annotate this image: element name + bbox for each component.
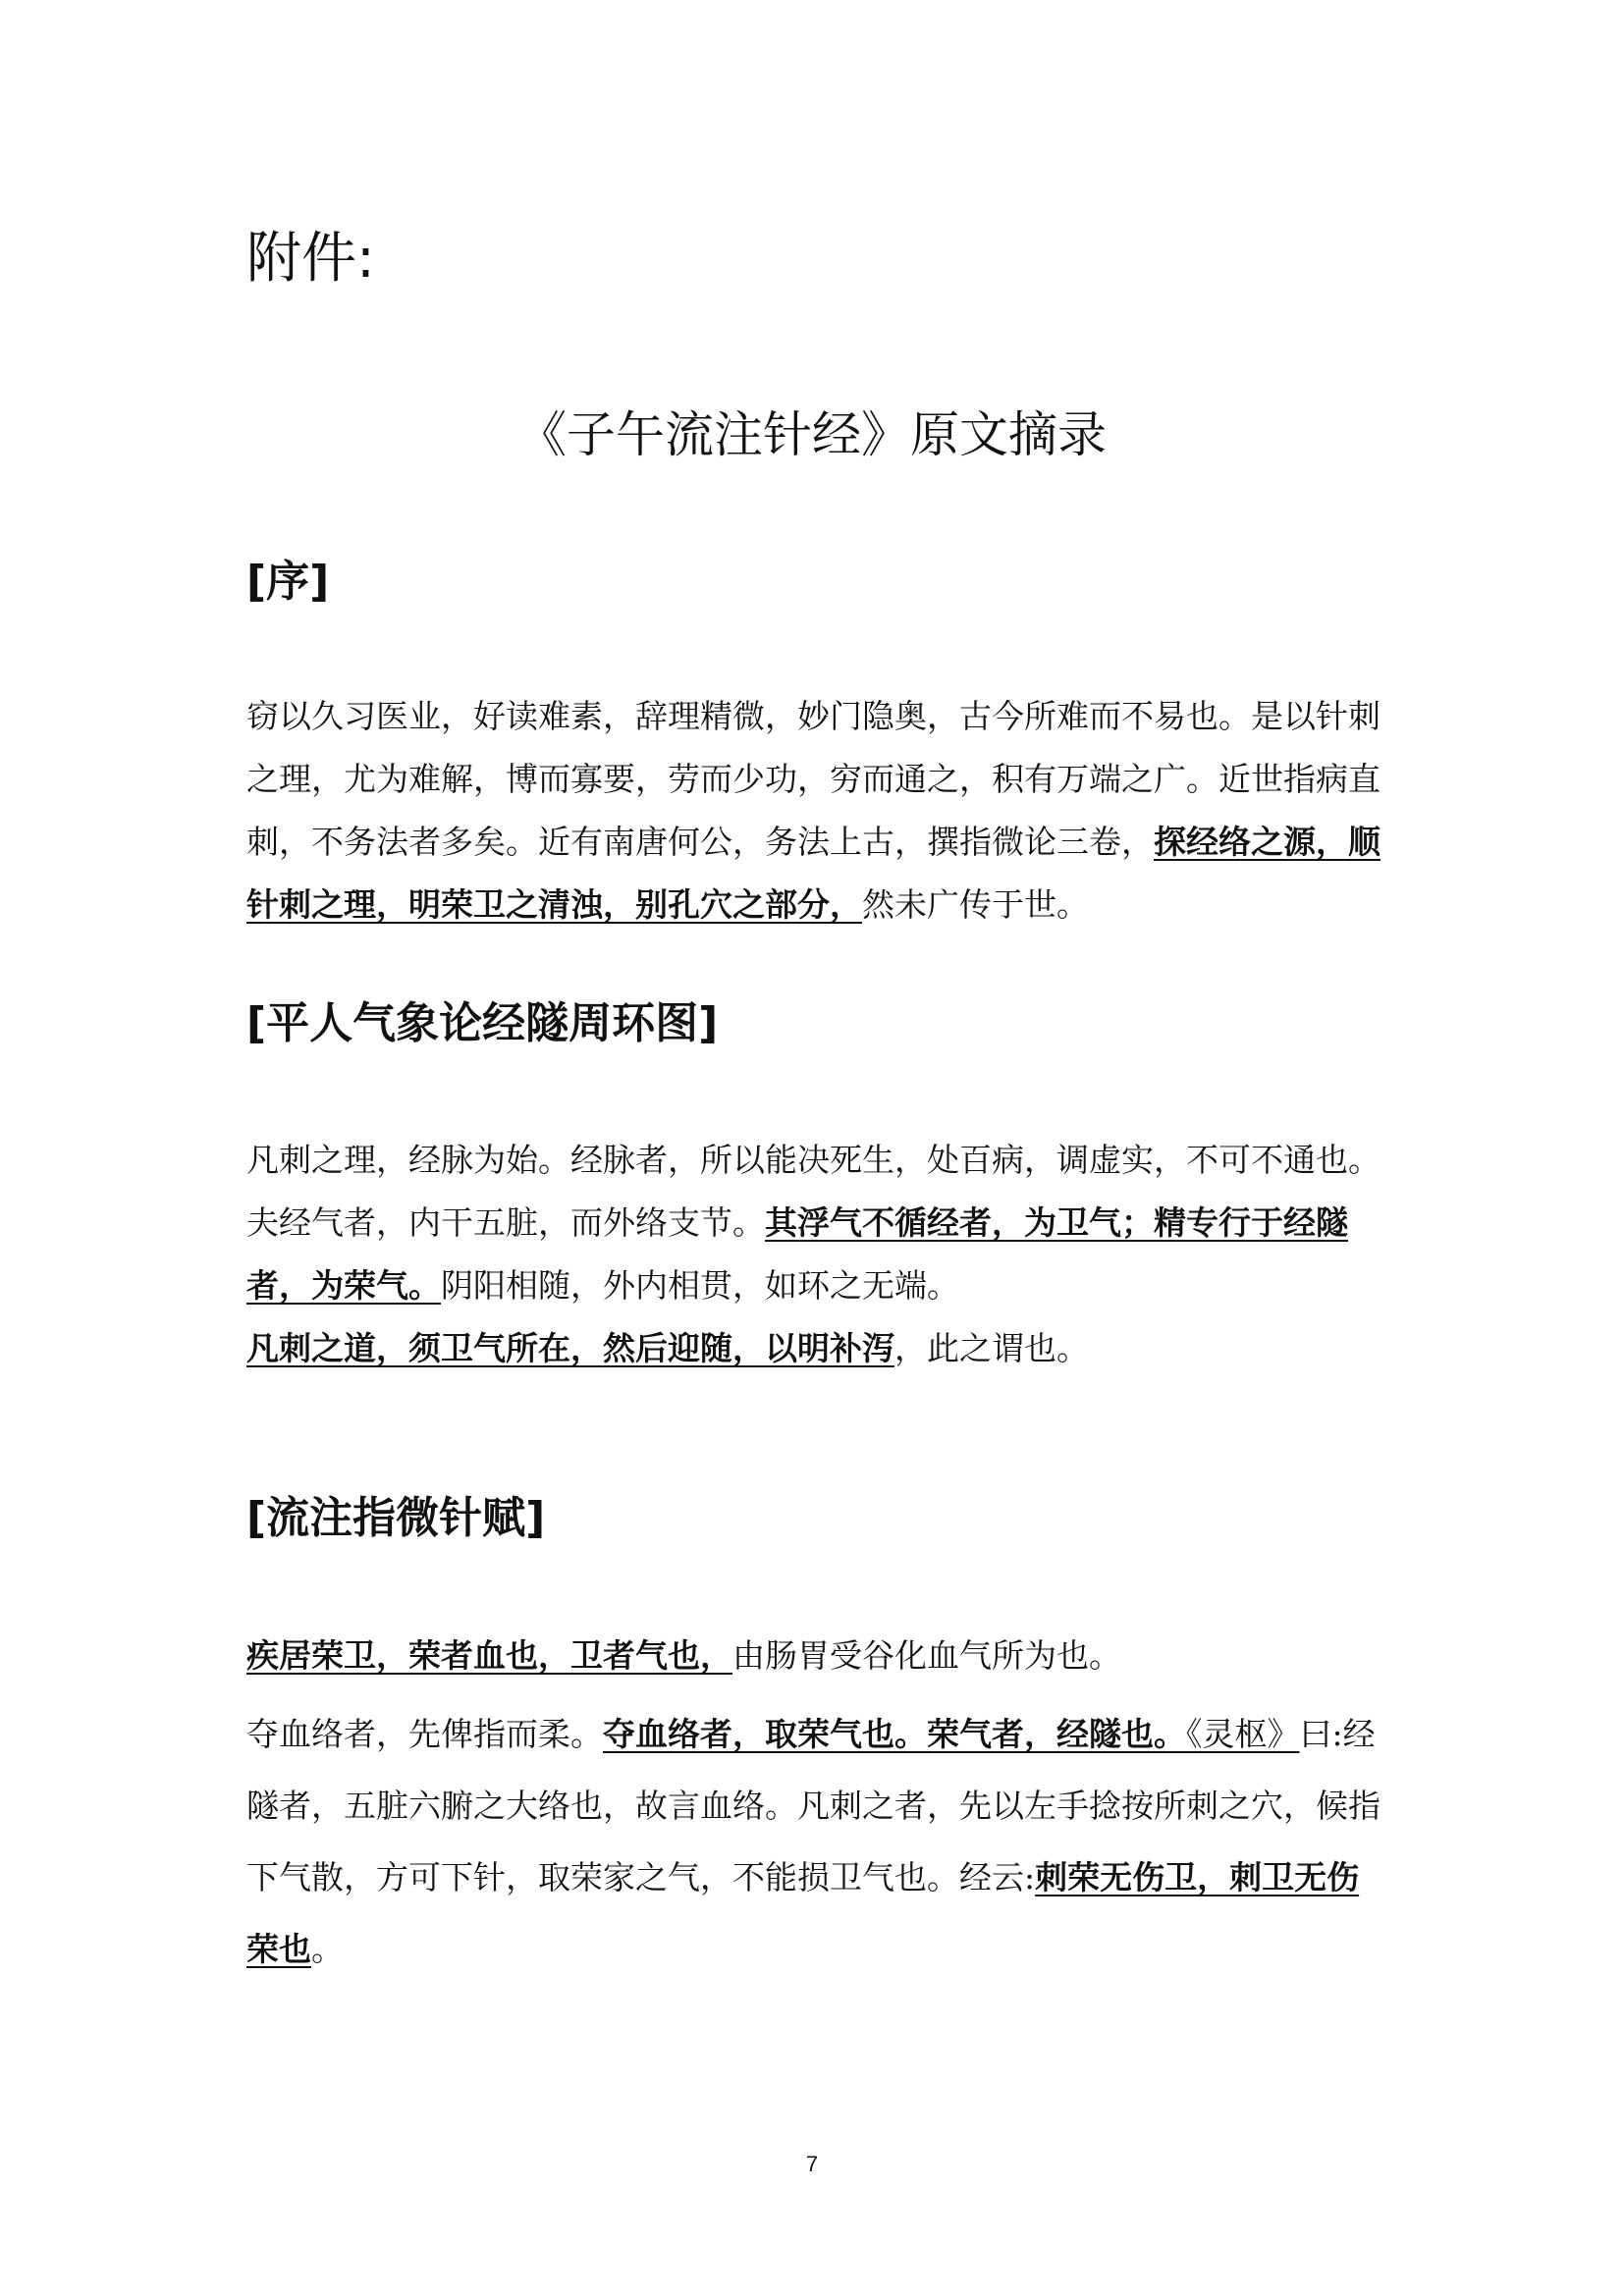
emphasized-text: 疾居荣卫，荣者血也，卫者气也， — [246, 1636, 732, 1675]
paragraph-needling-ode-2 — [246, 1698, 1391, 1985]
paragraph-meridian-cycle-1 — [246, 1129, 1391, 1317]
emphasized-text: 其浮气不循经者，为卫气；精专行于经隧者，为荣气。 — [246, 1203, 1348, 1305]
text-run: 由肠胃受谷化血气所为也。 — [732, 1636, 1121, 1675]
text-run: 窃以久习医业，好读难素，辞理精微，妙门隐奥，古今所难而不易也。是以针刺之理，尤为难解，博而寡要，劳而少功，穷而通之，积有万端之广。近世指病直刺，不务法者多矣。近有南唐何公，务法上古，撰指微论三卷， — [246, 697, 1380, 861]
text-run: 曰:经隧者，五脏六腑之大络也，故言血络。凡刺之者，先以左手捻按所刺之穴，候指下气散，方可下针，取荣家之气，不能损卫气也。经云: — [246, 1715, 1380, 1896]
section-heading-meridian-cycle: [平人气象论经隧周环图] — [246, 998, 719, 1048]
text-run: 然未广传于世。 — [862, 885, 1089, 924]
emphasized-text: 探经络之源，顺针刺之理，明荣卫之清浊，别孔穴之部分， — [246, 823, 1380, 924]
paragraph-preface — [246, 685, 1391, 936]
text-run: 夺血络者，先俾指而柔。 — [246, 1715, 603, 1753]
emphasized-text: 凡刺之道，须卫气所在，然后迎随，以明补泻 — [246, 1329, 894, 1367]
emphasized-text: 夺血络者，取荣气也。荣气者，经隧也。 — [603, 1715, 1186, 1753]
paragraph-meridian-cycle-2 — [246, 1317, 1391, 1380]
text-run: 阴阳相随，外内相贯，如环之无端。 — [441, 1266, 959, 1305]
text-run: ，此之谓也。 — [894, 1329, 1089, 1367]
page-number: 7 — [805, 2152, 819, 2176]
section-heading-needling-ode: [流注指微针赋] — [246, 1493, 546, 1543]
paragraph-needling-ode-1 — [246, 1625, 1391, 1687]
emphasized-text: 刺荣无伤卫，刺卫无伤荣也 — [246, 1858, 1360, 1968]
text-run: 凡刺之理，经脉为始。经脉者，所以能决死生，处百病，调虚实，不可不通也。夫经气者，内干五脏，而外络支节。 — [246, 1141, 1380, 1242]
section-heading-preface: [序] — [246, 557, 330, 607]
text-run: 。 — [311, 1930, 344, 1968]
document-title: 《子午流注针经》原文摘录 — [517, 406, 1107, 463]
attachment-label: 附件: — [246, 227, 375, 291]
underlined-citation: 《灵枢》 — [1186, 1715, 1300, 1753]
